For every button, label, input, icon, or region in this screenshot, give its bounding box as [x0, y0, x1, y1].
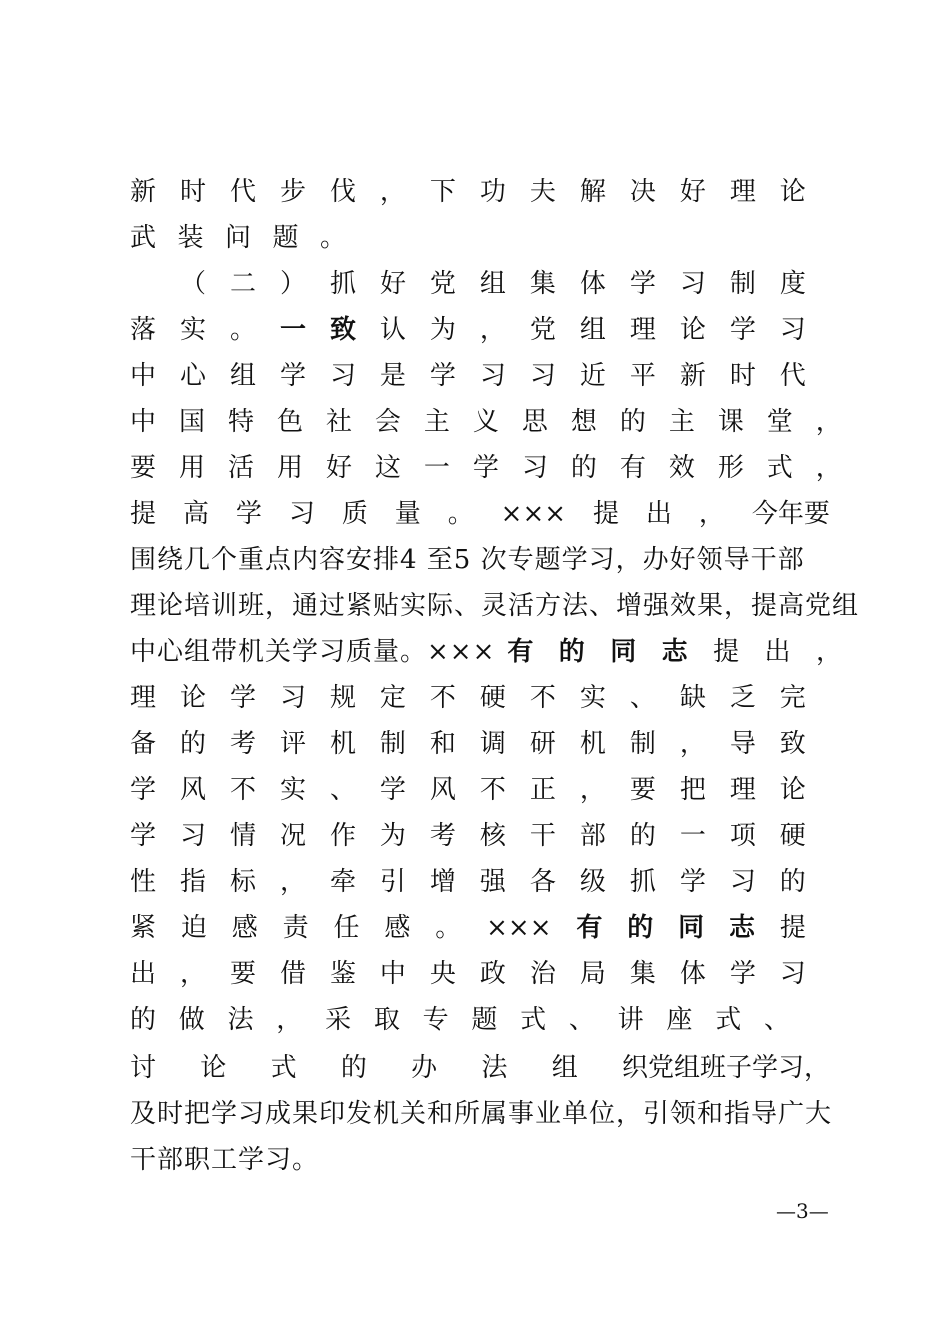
text-line-2: 武 装 问 题 。 [130, 223, 346, 253]
text-line-19: 的 做 法 ， 采 取 专 题 式 、 讲 座 式 、 [130, 1005, 790, 1035]
text-line-8: 提 高 学 习 质 量 。 ××× 提 出 ， 今年要 [130, 499, 830, 529]
text-line-9: 围绕几个重点内容安排4 至5 次专题学习，办好领导干部 [130, 545, 805, 575]
text-line-4: 落 实 。 一 致 认 为 ， 党 组 理 论 学 习 [130, 315, 806, 345]
text-line-16: 性 指 标 ， 牵 引 增 强 各 级 抓 学 习 的 [130, 867, 806, 897]
text-line-17: 紧 迫 感 责 任 感 。 ××× 有 的 同 志 提 [130, 913, 806, 943]
text-line-1: 新 时 代 步 伐 ， 下 功 夫 解 决 好 理 论 [130, 177, 806, 207]
text-line-15: 学 习 情 况 作 为 考 核 干 部 的 一 项 硬 [130, 821, 806, 851]
text-line-5: 中 心 组 学 习 是 学 习 习 近 平 新 时 代 [130, 361, 806, 391]
text-line-12: 理 论 学 习 规 定 不 硬 不 实 、 缺 乏 完 [130, 683, 806, 713]
text-line-6: 中 国 特 色 社 会 主 义 思 想 的 主 课 堂 ， [130, 407, 842, 437]
text-line-13: 备 的 考 评 机 制 和 调 研 机 制 ， 导 致 [130, 729, 806, 759]
text-line-14: 学 风 不 实 、 学 风 不 正 ， 要 把 理 论 [130, 775, 806, 805]
text-line-20: 讨 论 式 的 办 法 组 织党组班子学习， [130, 1053, 830, 1083]
page-number: —3— [776, 1199, 829, 1223]
text-line-22: 干部职工学习。 [130, 1145, 320, 1175]
text-line-10: 理论培训班，通过紧贴实际、灵活方法、增强效果，提高党组 [130, 591, 860, 621]
text-line-18: 出 ， 要 借 鉴 中 央 政 治 局 集 体 学 习 [130, 959, 806, 989]
text-line-3: （ 二 ） 抓 好 党 组 集 体 学 习 制 度 [180, 269, 806, 299]
text-line-21: 及时把学习成果印发机关和所属事业单位，引领和指导广大 [130, 1099, 833, 1129]
text-line-11: 中心组带机关学习质量。××× 有 的 同 志 提 出 ， [130, 637, 842, 667]
text-line-7: 要 用 活 用 好 这 一 学 习 的 有 效 形 式 ， [130, 453, 842, 483]
